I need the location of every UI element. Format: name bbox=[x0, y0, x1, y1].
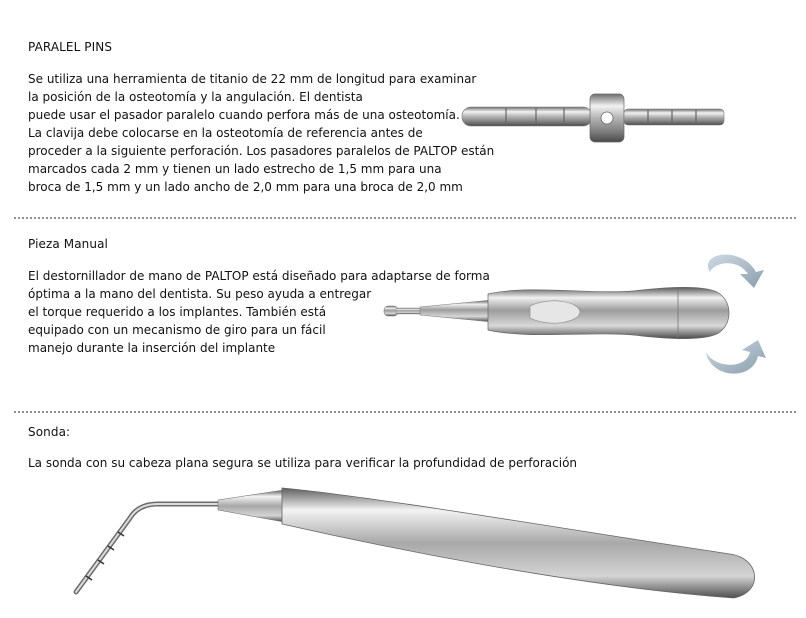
paralel-pins-line-6: marcados cada 2 mm y tienen un lado estrecho de 1,5 mm para una bbox=[28, 162, 442, 176]
section-divider-2 bbox=[14, 411, 796, 413]
pieza-manual-line-3: el torque requerido a los implantes. También está bbox=[28, 305, 327, 319]
paralel-pins-description bbox=[28, 70, 494, 196]
sonda-line-1: La sonda con su cabeza plana segura se utiliza para verificar la profundidad de perforación bbox=[28, 456, 578, 470]
hand-screwdriver-image bbox=[380, 244, 780, 384]
dental-probe-image bbox=[70, 474, 770, 614]
paralel-pins-line-1: Se utiliza una herramienta de titanio de 22 mm de longitud para examinar bbox=[28, 72, 477, 86]
sonda-description bbox=[28, 454, 577, 472]
pieza-manual-line-2: óptima a la mano del dentista. Su peso ayuda a entregar bbox=[28, 287, 372, 301]
paralel-pins-line-5: proceder a la siguiente perforación. Los pasadores paralelos de PALTOP están bbox=[28, 144, 495, 158]
pieza-manual-line-4: equipado con un mecanismo de giro para un fácil bbox=[28, 323, 326, 337]
sonda-title: Sonda: bbox=[28, 425, 71, 439]
paralel-pins-line-4: La clavija debe colocarse en la osteotomía de referencia antes de bbox=[28, 126, 423, 140]
pieza-manual-line-5: manejo durante la inserción del implante bbox=[28, 341, 276, 355]
parallel-pin-image bbox=[458, 92, 728, 152]
paralel-pins-line-2: la posición de la osteotomía y la angulación. El dentista bbox=[28, 90, 363, 104]
paralel-pins-title: PARALEL PINS bbox=[28, 40, 113, 54]
section-divider-1 bbox=[14, 217, 796, 219]
paralel-pins-line-7: broca de 1,5 mm y un lado ancho de 2,0 mm para una broca de 2,0 mm bbox=[28, 180, 463, 194]
pieza-manual-title: Pieza Manual bbox=[28, 237, 108, 251]
pieza-manual-line-1: El destornillador de mano de PALTOP está diseñado para adaptarse de forma bbox=[28, 269, 490, 283]
paralel-pins-line-3: puede usar el pasador paralelo cuando perfora más de una osteotomía. bbox=[28, 108, 460, 122]
